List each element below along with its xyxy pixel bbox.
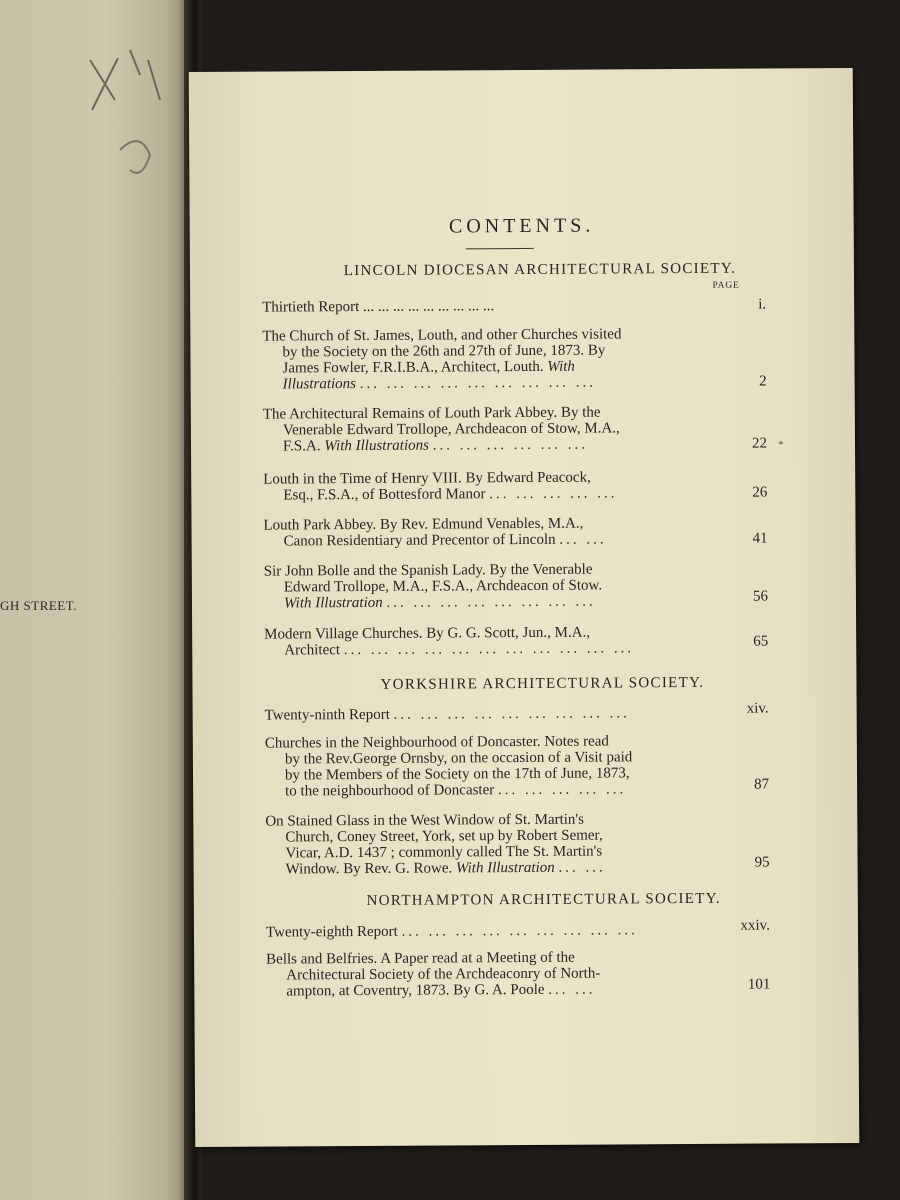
section-heading-yorkshire: YORKSHIRE ARCHITECTURAL SOCIETY. [380,674,705,693]
page-title: CONTENTS. [448,214,595,238]
pencil-annotation [70,30,180,200]
toc-entry: On Stained Glass in the West Window of St. Martin's Church, Coney Street, York, set up by Robert Semer, Vicar, A.D. 1437 ; commonly called The St. Martin's Window. By Rev. G. Rowe. With Illustration ... ... 95 [265,811,770,878]
page-column-header: PAGE [712,280,740,291]
toc-entry: Modern Village Churches. By G. G. Scott, Jun., M.A., Architect ... ... ... ... ... ... ... ... ... ... ... 65 [264,624,769,659]
left-page [0,0,192,1200]
toc-entry: Louth in the Time of Henry VIII. By Edward Peacock, Esq., F.S.A., of Bottesford Manor ... ... ... ... ... 26 [263,469,768,504]
toc-entry: Bells and Belfries. A Paper read at a Meeting of the Architectural Society of the Archdeaconry of North- ampton, at Coventry, 1873. By G. A. Poole ... ... 101 [266,949,771,1000]
left-page-text-fragment: GH STREET. [0,598,77,613]
toc-entry: Sir John Bolle and the Spanish Lady. By the Venerable Edward Trollope, M.A., F.S.A., Archdeacon of Stow. With Illustration ... ... ... ... ... ... ... ... 56 [263,561,768,612]
section-heading-northampton: NORTHAMPTON ARCHITECTURAL SOCIETY. [366,890,721,909]
toc-entry: The Church of St. James, Louth, and other Churches visited by the Society on the 26th and 27th of June, 1873. By James Fowler, F.R.I.B.A., Architect, Louth. With Illustrations ... ... ... ... ... ... ... ... ... 2 [262,326,767,393]
toc-entry: Louth Park Abbey. By Rev. Edmund Venables, M.A., Canon Residentiary and Precentor of Lincoln ... ... 41 [263,515,768,550]
contents-page [189,68,860,1147]
toc-entry: Twenty-eighth Report ... ... ... ... ... ... ... ... ... xxiv. [265,917,770,941]
toc-entry: Churches in the Neighbourhood of Doncaster. Notes read by the Rev.George Ornsby, on the occasion of a Visit paid by the Members of the Society on the 17th of June, 1873, to the neighbourhood of Doncaster ... ... ... ... ... 87 [264,733,770,800]
toc-entry: The Architectural Remains of Louth Park Abbey. By the Venerable Edward Trollope, Archdeacon of Stow, M.A., F.S.A. With Illustrations ... ... ... ... ... ... 22 [262,404,768,455]
title-rule [466,248,534,249]
toc-entry: Twenty-ninth Report ... ... ... ... ... ... ... ... ... xiv. [264,700,769,724]
toc-entry: Thirtieth Report ... ... ... ... ... ... ... ... ... i. [262,296,767,316]
paper-speck [779,441,783,444]
section-heading-lincoln: LINCOLN DIOCESAN ARCHITECTURAL SOCIETY. [343,260,737,280]
